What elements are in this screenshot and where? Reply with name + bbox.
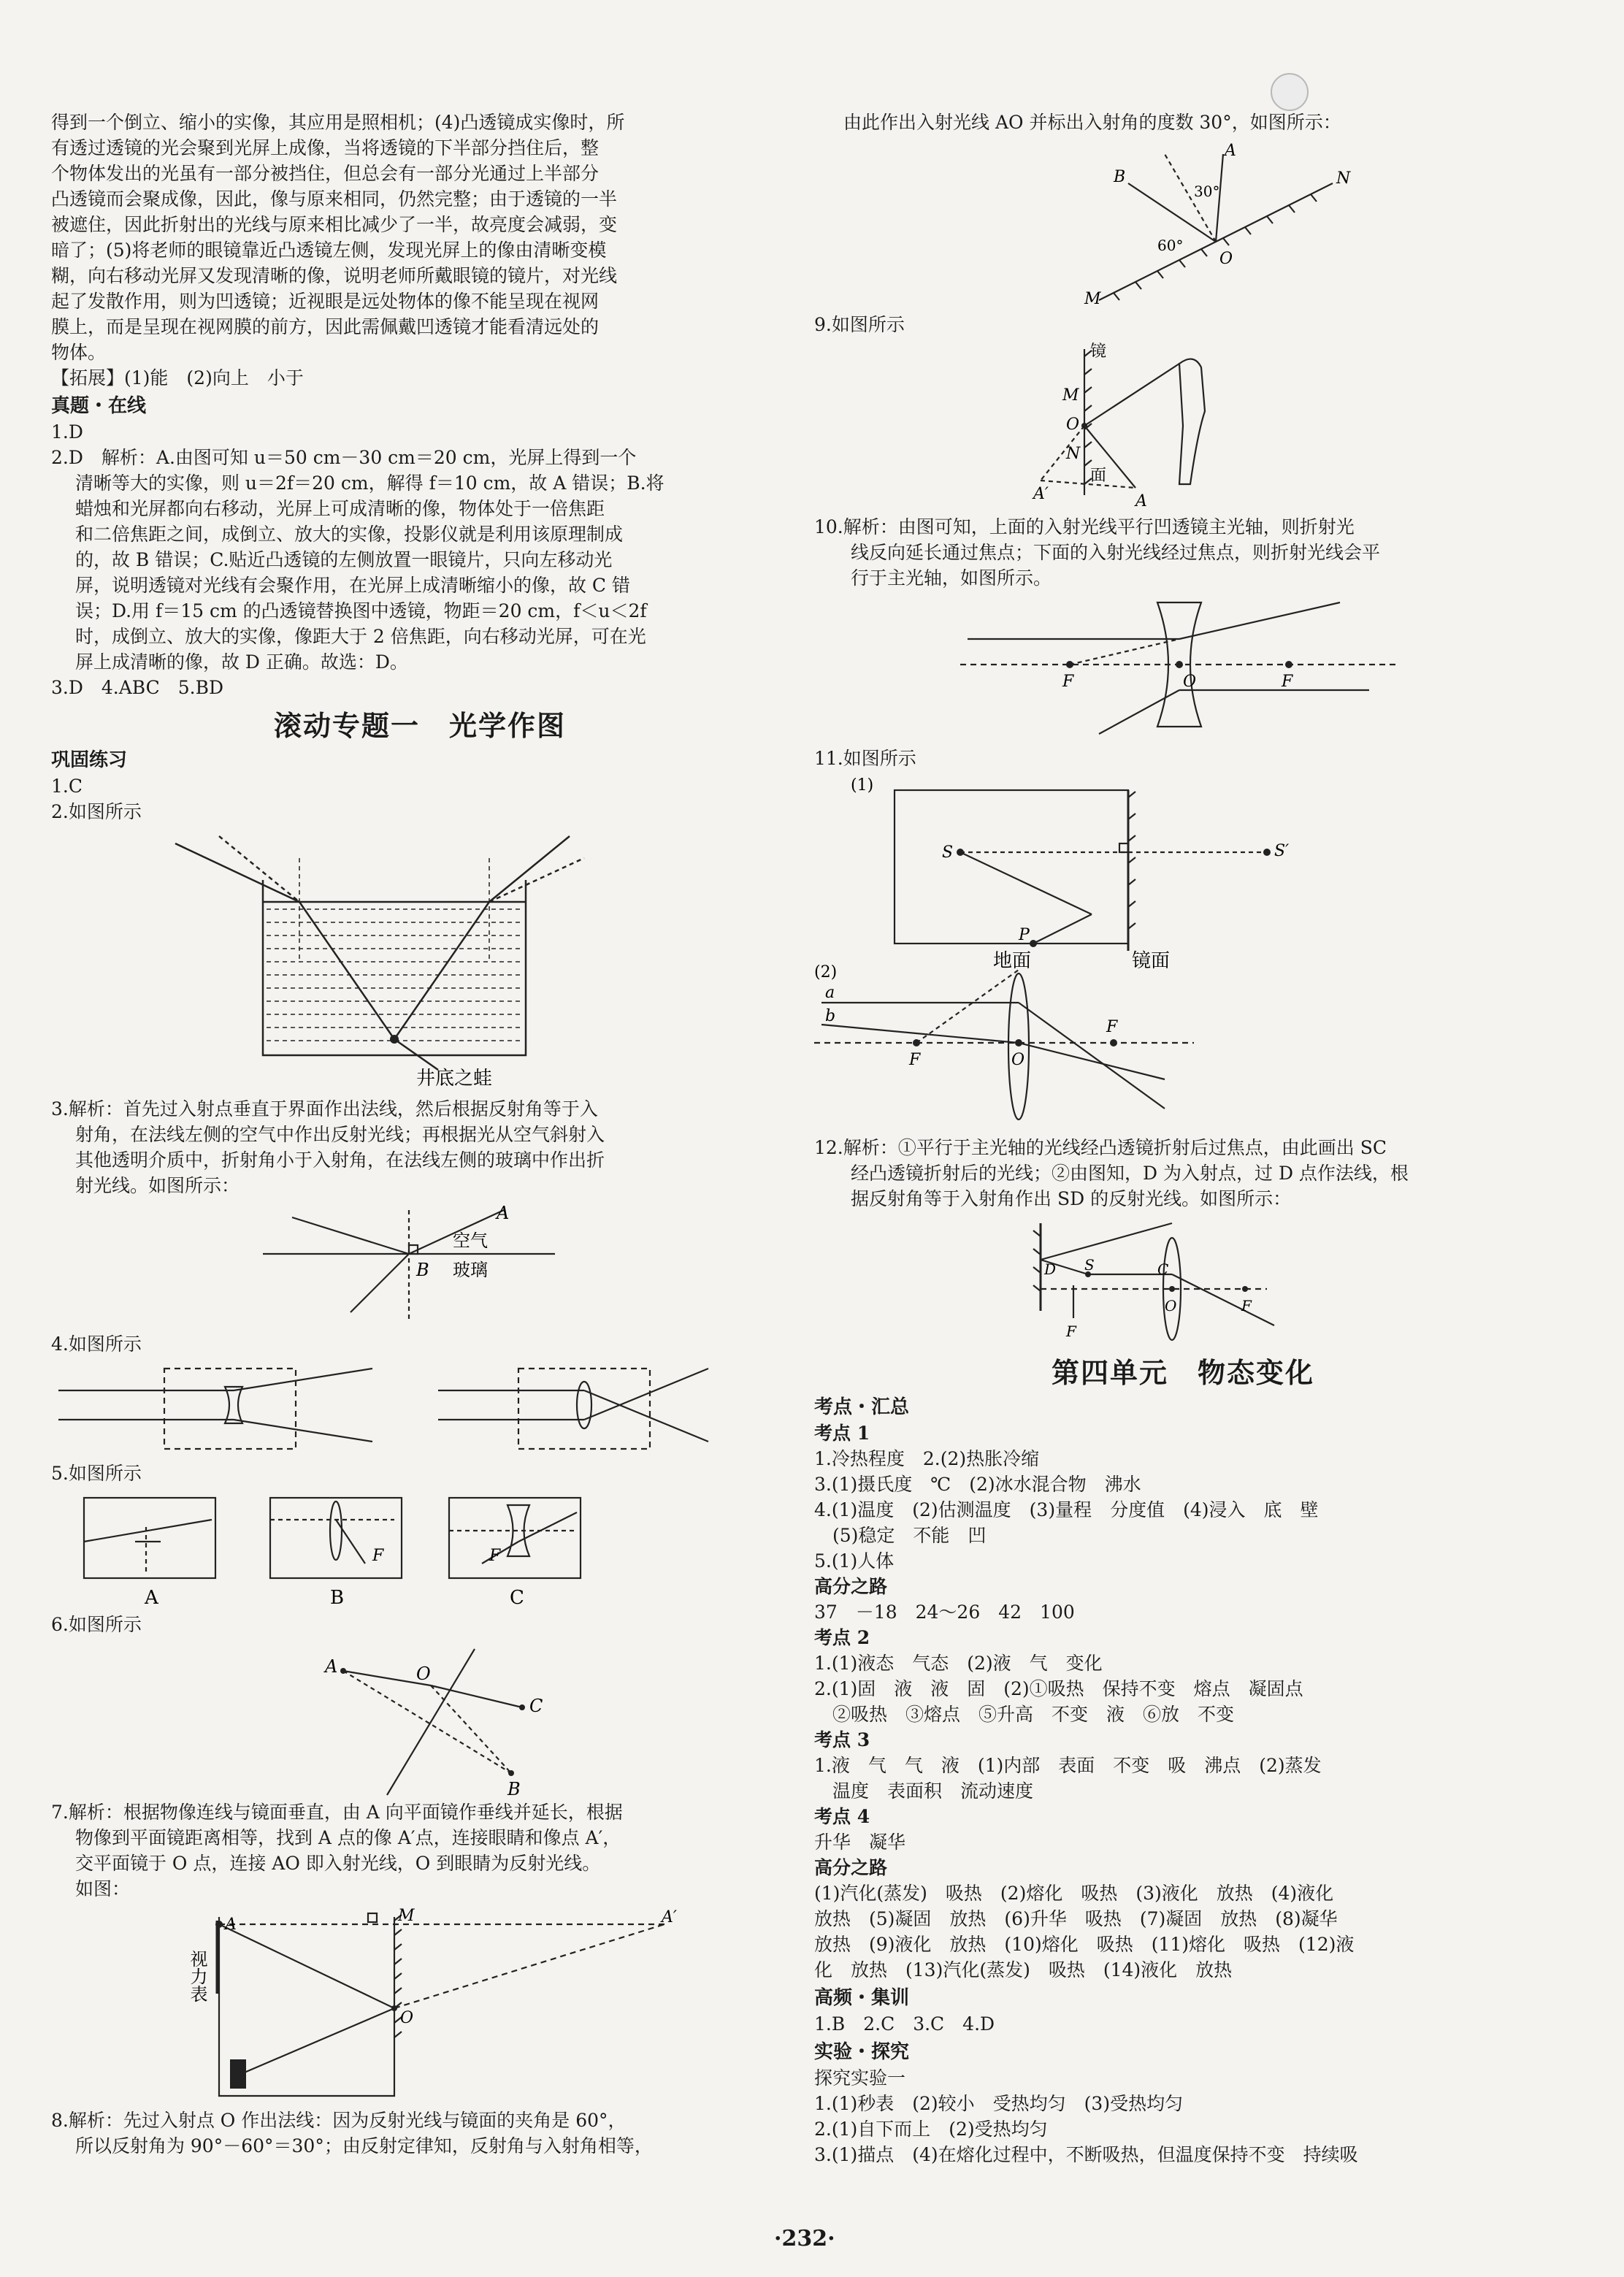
label-m: M [1062, 386, 1079, 405]
label-s: S [1084, 1256, 1095, 1274]
label-p: P [1019, 926, 1030, 944]
section-heading: 实验・探究 [814, 2041, 910, 2063]
label-mirror: 镜面 [1132, 950, 1171, 972]
figure-mirror-person [1033, 342, 1471, 510]
right-column [814, 110, 1552, 2167]
label-m: M [1084, 290, 1101, 308]
intro-paragraph [51, 110, 789, 365]
label-a: a [825, 984, 835, 1002]
section-heading: 巩固练习 [51, 749, 128, 771]
label-a: A [145, 1587, 158, 1609]
text-line: (5)稳定 不能 凹 [814, 1525, 987, 1546]
section-heading: 高频・集训 [814, 1987, 910, 2009]
text-line: 暗了；(5)将老师的眼镜靠近凸透镜左侧，发现光屏上的像由清晰变模 [51, 240, 607, 261]
figure-plane-mirror [277, 1642, 716, 1799]
text-line: 据反射角等于入射角作出 SD 的反射光线。如图所示： [814, 1188, 1292, 1209]
text-line: 时，成倒立、放大的实像，像距大于 2 倍焦距，向右移动光屏，可在光 [51, 626, 646, 647]
text-line: 放热 (9)液化 放热 (10)熔化 吸热 (11)熔化 吸热 (12)液 [814, 1934, 1355, 1955]
text-line: 清晰等大的实像，则 u＝2f＝20 cm，解得 f＝10 cm，故 A 错误；B.将 [51, 472, 664, 494]
answer-line: 9.如图所示 [814, 314, 905, 335]
text-line: 如图： [51, 1878, 130, 1899]
label-f: F [1106, 1018, 1118, 1036]
figure-water-tank [175, 829, 613, 1092]
answer-line: 11.如图所示 [814, 748, 916, 769]
q2-explanation [51, 445, 789, 675]
label-a-prime: A′ [662, 1908, 677, 1926]
answer-line: 4.如图所示 [51, 1333, 142, 1355]
text-line: 5.(1)人体 [814, 1550, 895, 1572]
a10-explanation [814, 514, 1552, 591]
figure-lenses [51, 1361, 781, 1456]
text-line: 其他透明介质中，折射角小于入射角，在法线左侧的玻璃中作出折 [51, 1149, 605, 1171]
label-o: O [1165, 1297, 1177, 1314]
label-face: 面 [1090, 467, 1107, 485]
label-n: N [1066, 445, 1081, 463]
label-a-prime: A′ [1033, 485, 1049, 503]
page-number: ·232· [774, 2226, 835, 2251]
label-mirror: 镜 [1090, 342, 1107, 361]
text-line: 8.解析：先过入射点 O 作出法线：因为反射光线与镜面的夹角是 60°， [51, 2110, 627, 2131]
text-line: 1.B 2.C 3.C 4.D [814, 2013, 995, 2035]
label-b: B [1114, 168, 1126, 186]
label-c: C [1157, 1260, 1169, 1278]
answer-line: 5.如图所示 [51, 1463, 142, 1484]
label-f: F [489, 1547, 501, 1565]
subsection-heading: 考点 2 [814, 1627, 870, 1648]
text-line: 2.(1)固 液 液 固 (2)①吸热 保持不变 熔点 凝固点 [814, 1678, 1303, 1699]
text-line: 线反向延长通过焦点；下面的入射光线经过焦点，则折射光线会平 [814, 542, 1381, 563]
text-line: (1)汽化(蒸发) 吸热 (2)熔化 吸热 (3)液化 放热 (4)液化 [814, 1883, 1334, 1904]
label-d: D [1044, 1260, 1057, 1278]
label-f: F [1241, 1297, 1252, 1314]
a12-explanation [814, 1135, 1552, 1212]
label-n: N [1336, 169, 1351, 188]
text-line: 1.(1)秒表 (2)较小 受热均匀 (3)受热均匀 [814, 2093, 1184, 2114]
text-line: 1.冷热程度 2.(2)热胀冷缩 [814, 1448, 1040, 1469]
label-m: M [398, 1907, 415, 1925]
text-line: 所以反射角为 90°－60°＝30°；由反射定律知，反射角与入射角相等， [51, 2135, 653, 2157]
figure-mirror-angle [1055, 139, 1493, 307]
left-column [51, 110, 789, 2159]
label-60-degrees: 60° [1157, 237, 1184, 254]
text-line: 10.解析：由图可知，上面的入射光线平行凹透镜主光轴，则折射光 [814, 516, 1355, 537]
label-eye-chart: 视力表 [187, 1950, 207, 2002]
extend-line: 【拓展】(1)能 (2)向上 小于 [51, 367, 304, 389]
section-heading: 真题・在线 [51, 395, 147, 417]
text-line: 物体。 [51, 342, 107, 363]
figure-eye-chart [187, 1906, 708, 2103]
text-line: 蜡烛和光屏都向右移动，光屏上可成清晰的像，物体处于一倍焦距 [51, 498, 605, 519]
text-line: 屏上成清晰的像，故 D 正确。故选：D。 [51, 651, 408, 673]
label-f: F [372, 1547, 384, 1565]
label-a: A [1135, 492, 1147, 510]
label-f: F [1066, 1323, 1076, 1340]
text-line: 2.(1)自下而上 (2)受热均匀 [814, 2119, 1048, 2140]
label-a: A [497, 1203, 510, 1223]
a3-explanation [51, 1096, 789, 1198]
section-heading: 考点・汇总 [814, 1396, 910, 1418]
label-f: F [1062, 673, 1074, 691]
label-o: O [1183, 673, 1197, 691]
text-line: 射光线。如图所示： [51, 1175, 240, 1196]
label-f: F [909, 1051, 921, 1069]
label-glass: 玻璃 [453, 1260, 488, 1280]
text-line: 和二倍焦距之间，成倒立、放大的实像，投影仪就是利用该原理制成 [51, 524, 623, 545]
text-line: 升华 凝华 [814, 1832, 906, 1853]
text-line: 7.解析：根据物像连线与镜面垂直，由 A 向平面镜作垂线并延长，根据 [51, 1802, 623, 1823]
label-part-2: (2) [814, 963, 838, 981]
answer-line: 6.如图所示 [51, 1614, 142, 1635]
figure-12-lens-mirror [1033, 1216, 1471, 1347]
subsection-heading: 考点 4 [814, 1806, 870, 1827]
a7-explanation [51, 1799, 789, 1902]
label-air: 空气 [453, 1231, 488, 1251]
label-c: C [529, 1696, 543, 1716]
text-line: 37 －18 24～26 42 100 [814, 1601, 1075, 1623]
label-a: A [1225, 142, 1236, 160]
a8-explanation [51, 2108, 789, 2159]
answer-line: 1.C [51, 776, 83, 797]
subsection-heading: 考点 3 [814, 1729, 870, 1750]
text-line: 物像到平面镜距离相等，找到 A 点的像 A′点，连接眼睛和像点 A′， [51, 1827, 621, 1848]
figure-11-convex-lens [814, 963, 1325, 1130]
text-line: 4.(1)温度 (2)估测温度 (3)量程 分度值 (4)浸入 底 壁 [814, 1499, 1319, 1520]
label-f: F [1282, 673, 1293, 691]
text-line: 得到一个倒立、缩小的实像，其应用是照相机；(4)凸透镜成实像时，所 [51, 112, 625, 133]
text-line: 由此作出入射光线 AO 并标出入射角的度数 30°，如图所示： [843, 112, 1341, 133]
label-o: O [1011, 1051, 1025, 1069]
text-line: 3.解析：首先过入射点垂直于界面作出法线，然后根据反射角等于入 [51, 1098, 598, 1120]
label-b: B [330, 1587, 345, 1609]
text-line: 有透过透镜的光会聚到光屏上成像，当将透镜的下半部分挡住后，整 [51, 137, 600, 158]
text-line: ②吸热 ③熔点 ⑤升高 不变 液 ⑥放 不变 [814, 1704, 1235, 1725]
text-line: 误；D.用 f＝15 cm 的凸透镜替换图中透镜，物距＝20 cm，f＜u＜2f [51, 600, 647, 621]
text-line: 1.液 气 气 液 (1)内部 表面 不变 吸 沸点 (2)蒸发 [814, 1755, 1322, 1776]
figure-concave-lens [960, 595, 1398, 741]
text-line: 的，故 B 错误；C.贴近凸透镜的左侧放置一眼镜片，只向左移动光 [51, 549, 613, 570]
text-line: 3.(1)描点 (4)在熔化过程中，不断吸热，但温度保持不变 持续吸 [814, 2144, 1358, 2165]
answer-line: 3.D 4.ABC 5.BD [51, 677, 224, 698]
label-ground: 地面 [993, 950, 1032, 972]
label-part-1: (1) [851, 776, 874, 795]
text-line: 经凸透镜折射后的光线；②由图知，D 为入射点，过 D 点作法线，根 [814, 1163, 1409, 1184]
text-line: 个物体发出的光虽有一部分被挡住，但总会有一部分光通过上半部分 [51, 163, 600, 184]
chapter-title: 滚动专题一 光学作图 [273, 710, 566, 742]
text-line: 屏，说明透镜对光线有会聚作用，在光屏上成清晰缩小的像，故 C 错 [51, 575, 630, 596]
answer-line: 1.D [51, 421, 83, 443]
label-o: O [1219, 250, 1233, 268]
label-b: B [416, 1260, 429, 1280]
text-line: 糊，向右移动光屏又发现清晰的像，说明老师所戴眼镜的镜片，对光线 [51, 265, 618, 286]
answer-line: 2.如图所示 [51, 801, 142, 822]
subsection-heading: 高分之路 [814, 1857, 888, 1878]
text-line: 交平面镜于 O 点，连接 AO 即入射光线，O 到眼睛为反射光线。 [51, 1853, 601, 1874]
text-line: 射角，在法线左侧的空气中作出反射光线；再根据光从空气斜射入 [51, 1124, 605, 1145]
label-a: A [325, 1656, 338, 1677]
text-line: 探究实验一 [814, 2067, 906, 2089]
figure-three-boxes [51, 1490, 781, 1607]
subsection-heading: 高分之路 [814, 1576, 888, 1597]
figure-11-mirror-room [851, 776, 1362, 972]
text-line: 放热 (5)凝固 放热 (6)升华 吸热 (7)凝固 放热 (8)凝华 [814, 1908, 1338, 1929]
text-line: 起了发散作用，则为凹透镜；近视眼是远处物体的像不能呈现在视网 [51, 291, 600, 312]
label-o: O [1066, 416, 1080, 434]
unit-title: 第四单元 物态变化 [1051, 1357, 1314, 1389]
label-s-prime: S′ [1274, 842, 1290, 860]
label-c: C [510, 1587, 524, 1609]
text-line: 温度 表面积 流动速度 [814, 1780, 1034, 1802]
label-30-degrees: 30° [1194, 183, 1220, 200]
text-line: 被遮住，因此折射出的光线与原来相比减少了一半，故亮度会减弱，变 [51, 214, 618, 235]
text-line: 化 放热 (13)汽化(蒸发) 吸热 (14)液化 放热 [814, 1959, 1233, 1981]
frog-label: 井底之蛙 [416, 1068, 493, 1090]
stamp-seal [1271, 73, 1309, 111]
text-line: 凸透镜而会聚成像，因此，像与原来相同，仍然完整；由于透镜的一半 [51, 188, 618, 210]
text-line: 3.(1)摄氏度 ℃ (2)冰水混合物 沸水 [814, 1474, 1141, 1495]
label-o: O [416, 1664, 431, 1684]
text-line: 1.(1)液态 气态 (2)液 气 变化 [814, 1653, 1103, 1674]
label-o: O [400, 2009, 414, 2027]
label-b: B [508, 1779, 521, 1799]
text-line: 膜上，而是呈现在视网膜的前方，因此需佩戴凹透镜才能看清远处的 [51, 316, 600, 337]
text-line: 行于主光轴，如图所示。 [814, 567, 1052, 589]
subsection-heading: 考点 1 [814, 1423, 870, 1444]
label-a: A [225, 1916, 237, 1934]
label-s: S [942, 843, 954, 862]
figure-air-glass [263, 1203, 701, 1327]
text-line: 2.D 解析：A.由图可知 u＝50 cm－30 cm＝20 cm，光屏上得到一个 [51, 447, 637, 468]
label-b: b [825, 1007, 836, 1025]
text-line: 12.解析：①平行于主光轴的光线经凸透镜折射后过焦点，由此画出 SC [814, 1137, 1387, 1158]
